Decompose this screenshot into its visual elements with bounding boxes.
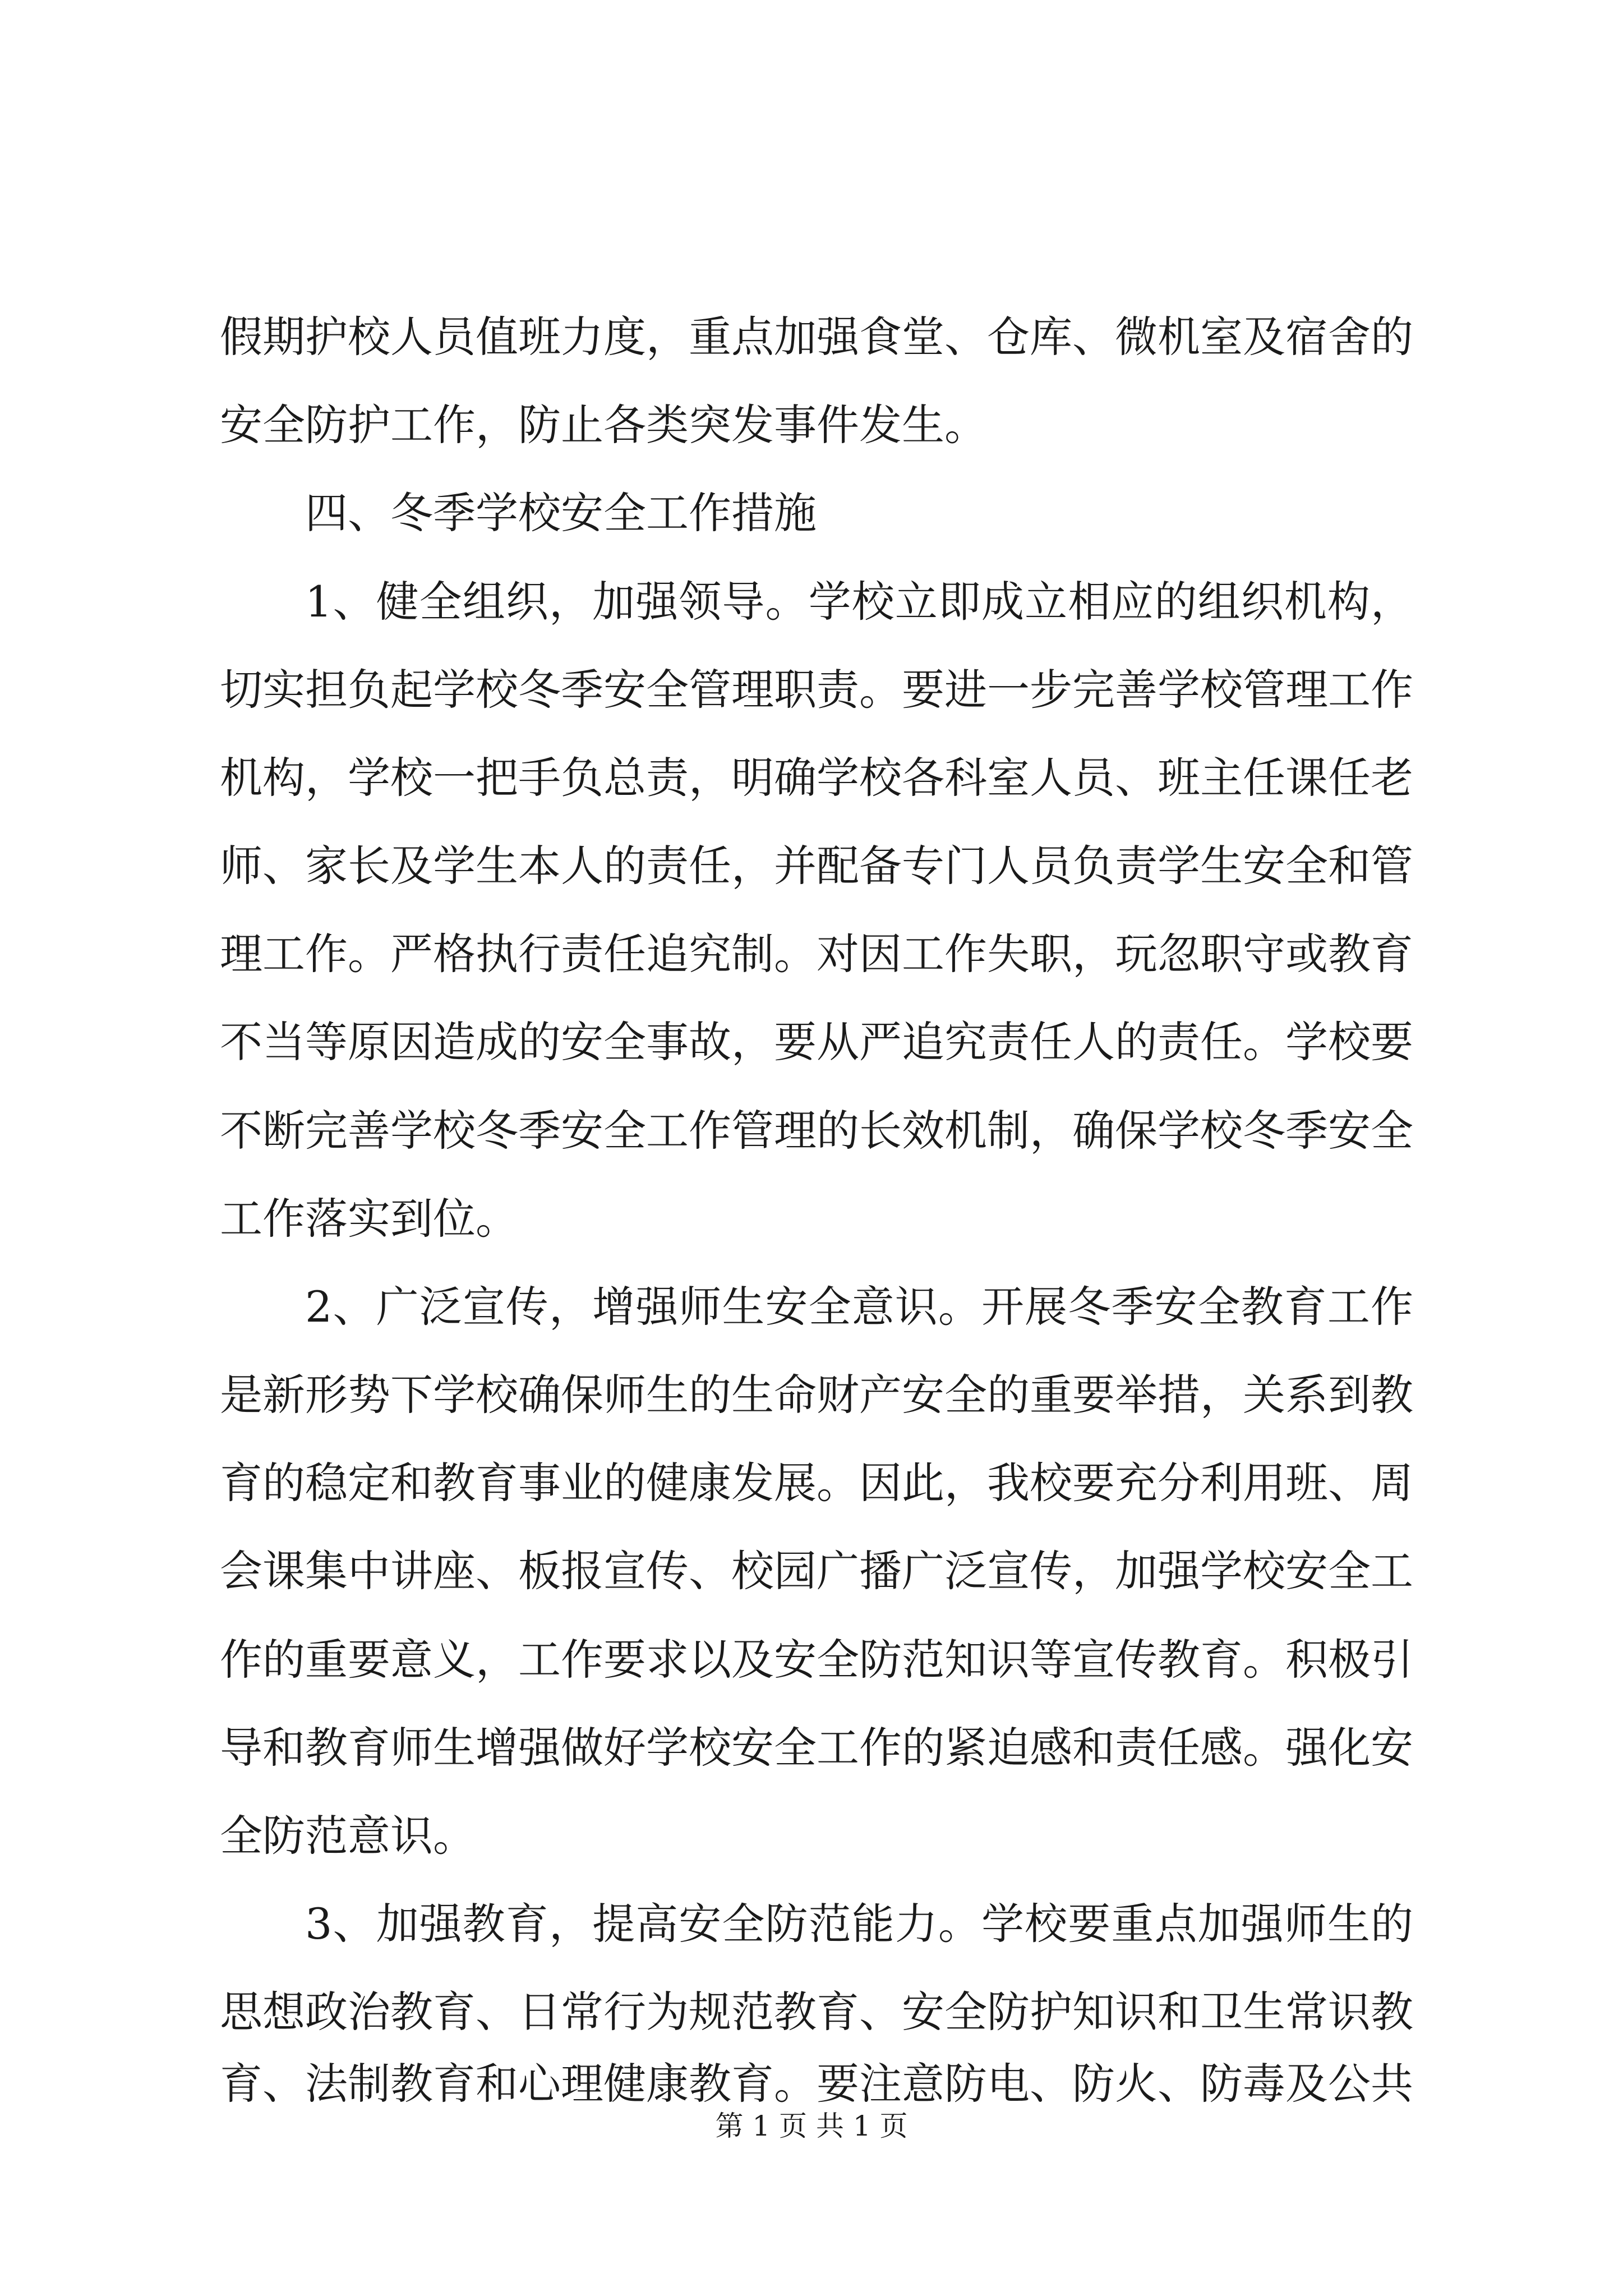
text-line: 工作落实到位。 — [220, 1194, 518, 1244]
text-line: 思想政治教育、日常行为规范教育、安全防护知识和卫生常识教 — [220, 1987, 1413, 2037]
text-line: 假期护校人员值班力度，重点加强食堂、仓库、微机室及宿舍的 — [220, 312, 1413, 362]
text-line: 育的稳定和教育事业的健康发展。因此，我校要充分利用班、周 — [220, 1458, 1413, 1508]
text-line: 2、广泛宣传，增强师生安全意识。开展冬季安全教育工作 — [305, 1282, 1413, 1332]
text-line: 是新形势下学校确保师生的生命财产安全的重要举措，关系到教 — [220, 1370, 1413, 1420]
page-footer: 第 1 页 共 1 页 — [715, 2110, 908, 2142]
text-line: 机构，学校一把手负总责，明确学校各科室人员、班主任课任老 — [220, 753, 1413, 803]
text-line: 作的重要意义，工作要求以及安全防范知识等宣传教育。积极引 — [220, 1635, 1413, 1685]
text-line: 育、法制教育和心理健康教育。要注意防电、防火、防毒及公共 — [220, 2059, 1413, 2109]
section-heading: 四、冬季学校安全工作措施 — [305, 488, 817, 538]
text-line: 师、家长及学生本人的责任，并配备专门人员负责学生安全和管 — [220, 841, 1413, 891]
text-line: 全防范意识。 — [220, 1811, 476, 1861]
text-line: 会课集中讲座、板报宣传、校园广播广泛宣传，加强学校安全工 — [220, 1546, 1413, 1596]
text-line: 安全防护工作，防止各类突发事件发生。 — [220, 400, 987, 450]
text-line: 1、健全组织，加强领导。学校立即成立相应的组织机构， — [305, 577, 1413, 627]
text-line: 理工作。严格执行责任追究制。对因工作失职，玩忽职守或教育 — [220, 929, 1413, 979]
text-line: 导和教育师生增强做好学校安全工作的紧迫感和责任感。强化安 — [220, 1723, 1413, 1773]
text-line: 不断完善学校冬季安全工作管理的长效机制，确保学校冬季安全 — [220, 1106, 1413, 1156]
text-line: 3、加强教育，提高安全防范能力。学校要重点加强师生的 — [305, 1899, 1413, 1949]
text-line: 切实担负起学校冬季安全管理职责。要进一步完善学校管理工作 — [220, 665, 1413, 715]
text-line: 不当等原因造成的安全事故，要从严追究责任人的责任。学校要 — [220, 1017, 1413, 1067]
